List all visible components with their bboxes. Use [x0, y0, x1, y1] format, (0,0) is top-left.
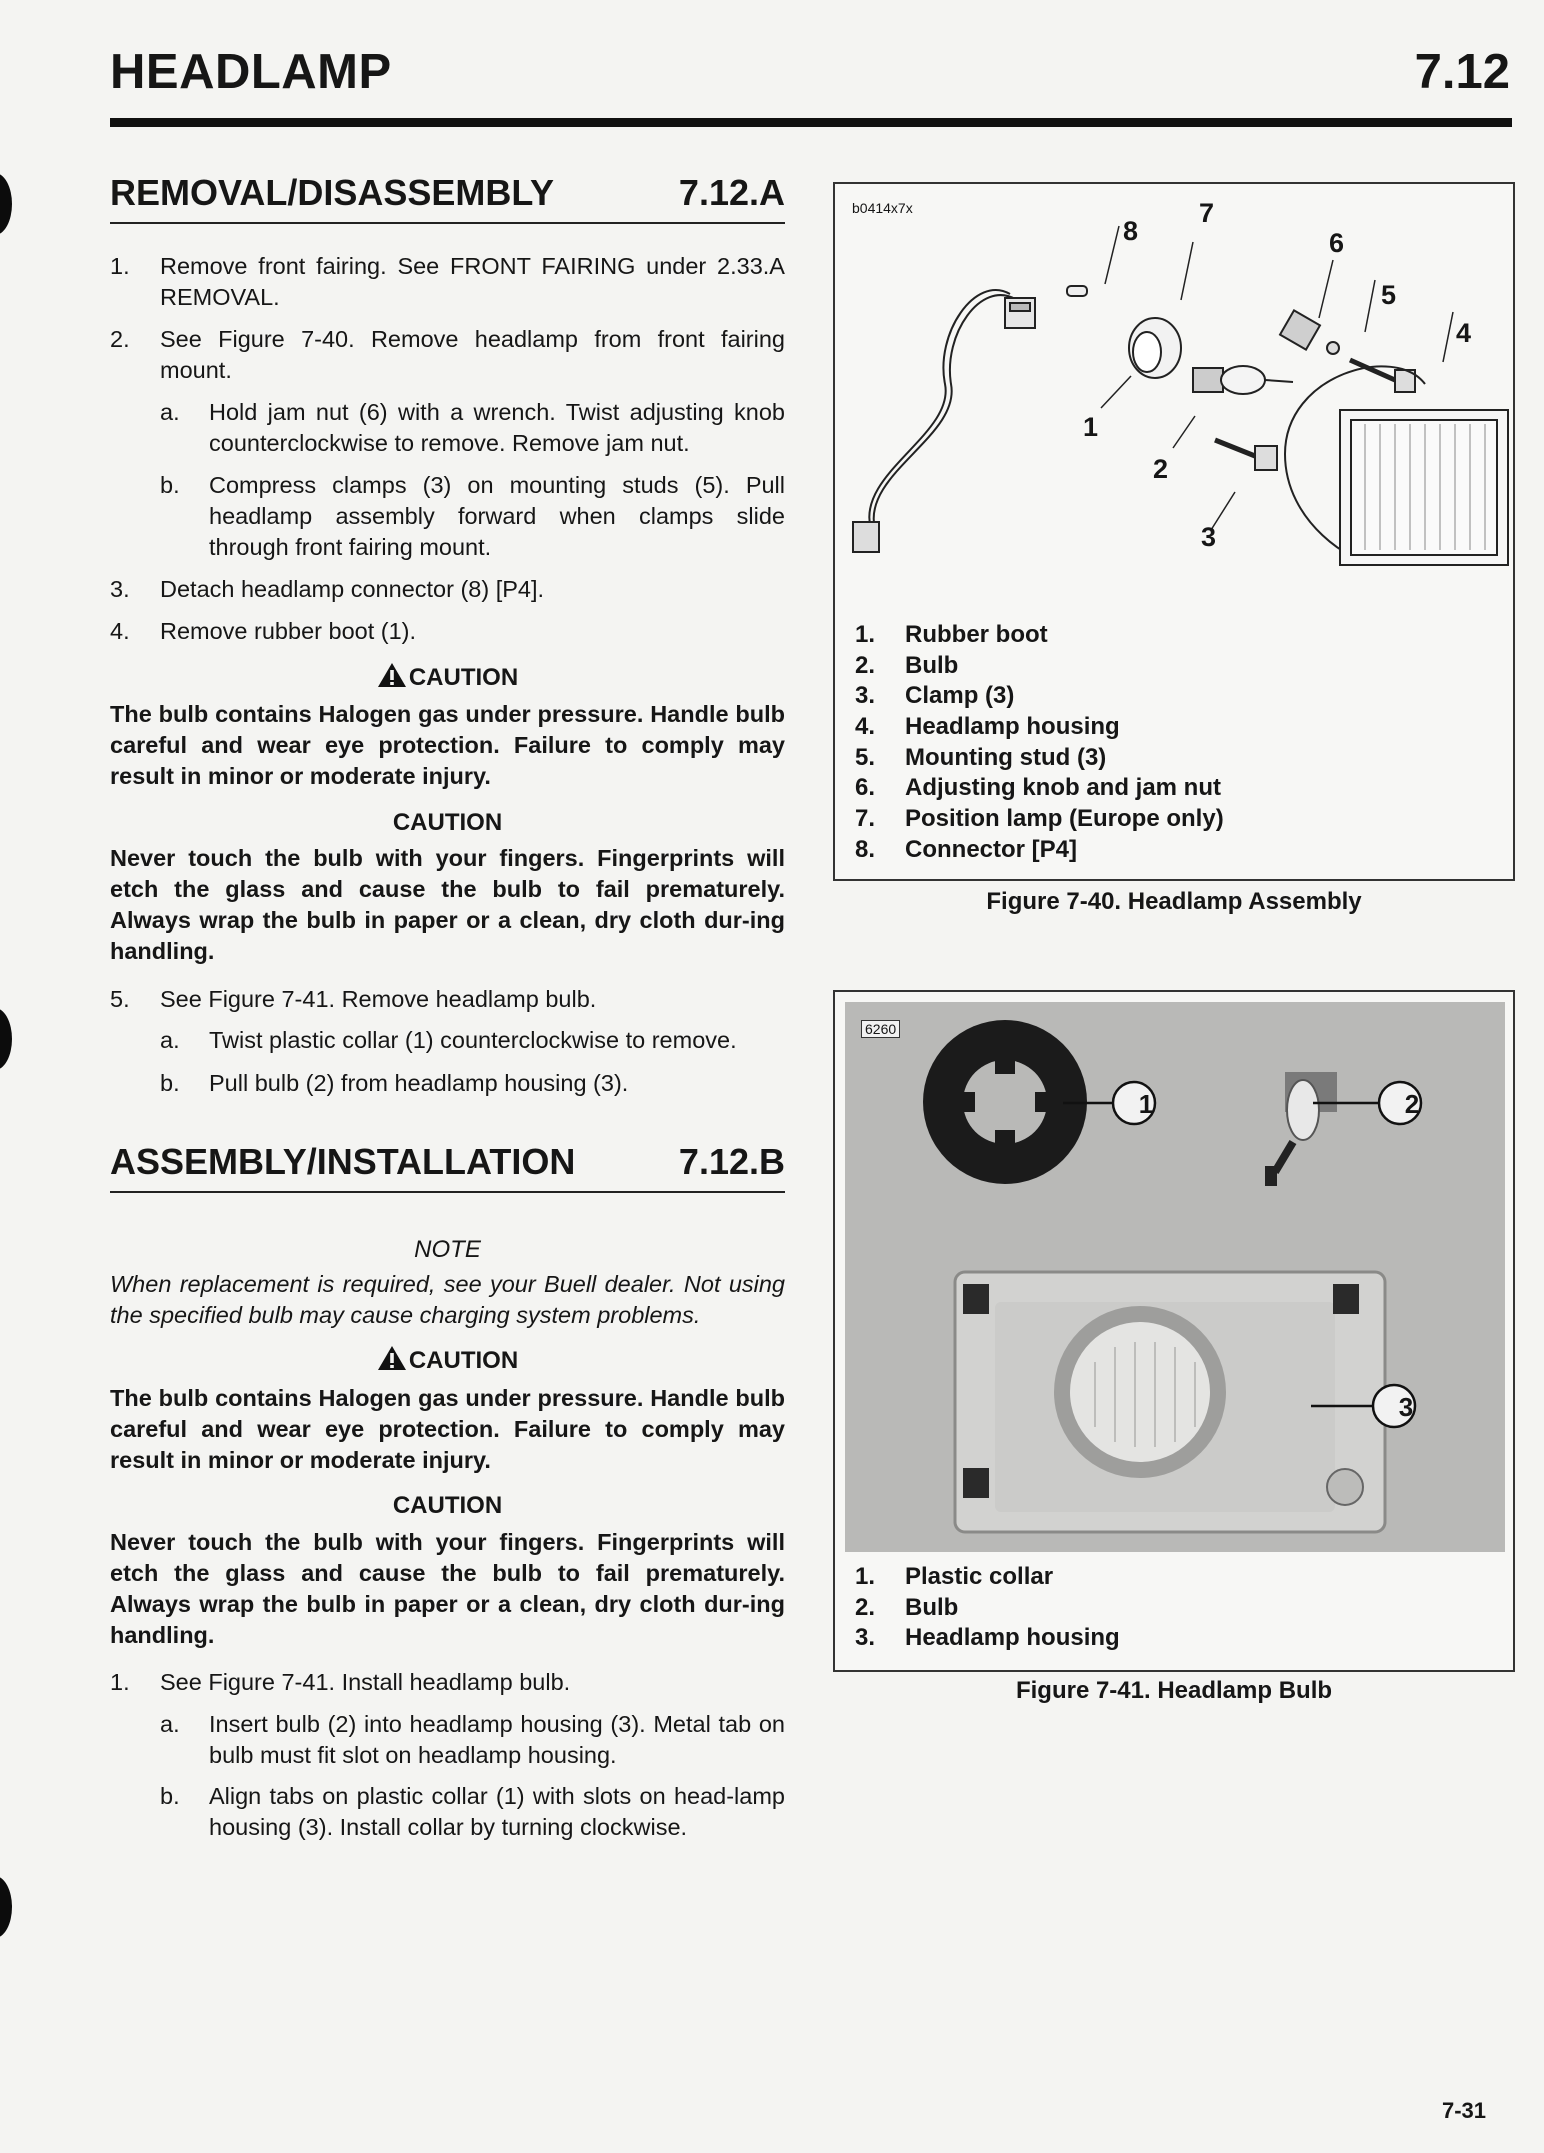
- substep-letter: b.: [160, 1070, 180, 1096]
- header-rule: [110, 118, 1512, 127]
- warning-text: The bulb contains Halogen gas under pressure. Handle bulb careful and wear eye protection. Failure to comply may result in minor or moderate injury.: [110, 701, 785, 789]
- substep-text: Twist plastic collar (1) counterclockwise to remove.: [209, 1027, 737, 1053]
- callout-5: 5: [1381, 280, 1397, 310]
- callout-2: 2: [1153, 454, 1169, 484]
- legend-item: [855, 1593, 1495, 1624]
- legend-item: [855, 1562, 1495, 1593]
- step-text: Remove rubber boot (1).: [160, 618, 417, 644]
- caution-heading: CAUTION: [392, 1492, 503, 1519]
- substep-letter: a.: [160, 399, 180, 425]
- warning-heading: [110, 662, 785, 692]
- headlamp-exploded-diagram: [835, 184, 1513, 624]
- note-text: When replacement is required, see your Buell dealer. Not using the specified bulb may cause charging system problems.: [110, 1271, 785, 1328]
- callout-8: 8: [1123, 216, 1139, 246]
- callout-2: 2: [1404, 1089, 1420, 1119]
- legend-text: Position lamp (Europe only): [905, 805, 1224, 833]
- caution-text: Never touch the bulb with your fingers. Fingerprints will etch the glass and cause the bulb to fail prematurely. Always wrap the bulb in paper or a clean, dry cloth dur-ing handling.: [110, 1529, 785, 1648]
- caution-text: Never touch the bulb with your fingers. Fingerprints will etch the glass and cause the bulb to fail prematurely. Always wrap the bulb in paper or a clean, dry cloth dur-ing handling.: [110, 845, 785, 964]
- legend-text: Adjusting knob and jam nut: [905, 774, 1221, 802]
- legend-text: Connector [P4]: [905, 835, 1078, 863]
- warning-label: CAUTION: [408, 1347, 519, 1374]
- step-number: 3.: [110, 576, 130, 602]
- legend-num: 2.: [855, 1593, 876, 1621]
- assembly-section-heading: [110, 1141, 785, 1193]
- legend-text: Headlamp housing: [905, 713, 1120, 741]
- step-text: Remove front fairing. See FRONT FAIRING under 2.33.A REMOVAL.: [160, 253, 785, 310]
- legend-item: [855, 620, 1495, 651]
- step-text: Detach headlamp connector (8) [P4].: [160, 576, 545, 602]
- step-number: 1.: [110, 253, 130, 279]
- note-heading: NOTE: [414, 1236, 481, 1263]
- legend-item: [855, 1623, 1495, 1654]
- figure-code: b0414x7x: [852, 200, 913, 216]
- legend-item: [855, 743, 1495, 774]
- legend-item: [855, 835, 1495, 866]
- legend-text: Bulb: [905, 1593, 959, 1621]
- binder-hole: [0, 1008, 12, 1070]
- callout-1: 1: [1138, 1089, 1154, 1119]
- legend-num: 6.: [855, 774, 876, 802]
- figure-code: 6260: [861, 1020, 900, 1038]
- legend-num: 2.: [855, 651, 876, 679]
- figure-7-40-caption: Figure 7-40. Headlamp Assembly: [986, 888, 1362, 915]
- legend-text: Headlamp housing: [905, 1624, 1120, 1652]
- figure-7-40-legend: [855, 620, 1495, 866]
- substep-text: Insert bulb (2) into headlamp housing (3). Metal tab on bulb must fit slot on headlamp housing.: [209, 1711, 785, 1768]
- substep-letter: a.: [160, 1027, 180, 1053]
- removal-section-heading: [110, 172, 785, 224]
- legend-item: [855, 681, 1495, 712]
- figure-7-41-box: [833, 990, 1515, 1672]
- legend-num: 8.: [855, 835, 876, 863]
- callout-3: 3: [1398, 1392, 1414, 1422]
- step-number: 4.: [110, 618, 130, 644]
- step-text: See Figure 7-41. Remove headlamp bulb.: [160, 986, 597, 1012]
- legend-num: 1.: [855, 621, 876, 648]
- step-number: 2.: [110, 326, 130, 352]
- substep-letter: a.: [160, 1711, 180, 1737]
- warning-triangle-icon: [377, 1345, 407, 1371]
- step-text: See Figure 7-40. Remove headlamp from front fairing mount.: [160, 326, 785, 383]
- legend-num: 3.: [855, 682, 876, 710]
- callout-3: 3: [1201, 522, 1217, 552]
- legend-item: [855, 712, 1495, 743]
- section-number: 7.12.A: [678, 172, 785, 213]
- page-title: HEADLAMP: [110, 45, 392, 99]
- legend-text: Mounting stud (3): [905, 743, 1107, 771]
- legend-text: Rubber boot: [905, 621, 1048, 648]
- substep-text: Align tabs on plastic collar (1) with slots on head-lamp housing (3). Install collar by turning clockwise.: [209, 1783, 785, 1840]
- substep-text: Compress clamps (3) on mounting studs (5). Pull headlamp assembly forward when clamps slide through front fairing mount.: [209, 472, 785, 560]
- warning-triangle-icon: [377, 662, 407, 688]
- legend-item: [855, 804, 1495, 835]
- callout-1: 1: [1083, 412, 1099, 442]
- legend-item: [855, 651, 1495, 682]
- legend-num: 1.: [855, 1563, 876, 1590]
- legend-num: 4.: [855, 713, 876, 741]
- callout-4: 4: [1456, 318, 1472, 348]
- legend-num: 3.: [855, 1624, 876, 1652]
- page-number: 7-31: [1441, 2098, 1486, 2123]
- step-number: 1.: [110, 1669, 130, 1695]
- legend-num: 5.: [855, 743, 876, 771]
- section-number: 7.12.B: [678, 1141, 785, 1182]
- legend-item: [855, 773, 1495, 804]
- substep-text: Hold jam nut (6) with a wrench. Twist adjusting knob counterclockwise to remove. Remove jam nut.: [209, 399, 785, 456]
- substep-text: Pull bulb (2) from headlamp housing (3).: [209, 1070, 629, 1096]
- figure-7-41-caption: Figure 7-41. Headlamp Bulb: [1015, 1677, 1333, 1704]
- figure-7-40-box: [833, 182, 1515, 881]
- chapter-number: 7.12: [1414, 45, 1510, 99]
- callout-6: 6: [1329, 228, 1345, 258]
- step-number: 5.: [110, 986, 130, 1012]
- legend-text: Bulb: [905, 651, 959, 679]
- warning-label: CAUTION: [408, 664, 519, 691]
- caution-heading: CAUTION: [392, 809, 503, 836]
- warning-heading: [110, 1345, 785, 1375]
- warning-text: The bulb contains Halogen gas under pressure. Handle bulb careful and wear eye protection. Failure to comply may result in minor or moderate injury.: [110, 1385, 785, 1473]
- figure-7-41-legend: [855, 1562, 1495, 1654]
- section-title: REMOVAL/DISASSEMBLY: [110, 172, 555, 213]
- legend-text: Clamp (3): [905, 682, 1015, 710]
- callout-7: 7: [1199, 198, 1215, 228]
- legend-num: 7.: [855, 805, 876, 833]
- substep-letter: b.: [160, 472, 180, 498]
- binder-hole: [0, 173, 12, 235]
- substep-letter: b.: [160, 1783, 180, 1809]
- headlamp-bulb-photo: [845, 1002, 1505, 1552]
- step-text: See Figure 7-41. Install headlamp bulb.: [160, 1669, 571, 1695]
- binder-hole: [0, 1876, 12, 1938]
- section-title: ASSEMBLY/INSTALLATION: [110, 1141, 576, 1182]
- legend-text: Plastic collar: [905, 1563, 1054, 1590]
